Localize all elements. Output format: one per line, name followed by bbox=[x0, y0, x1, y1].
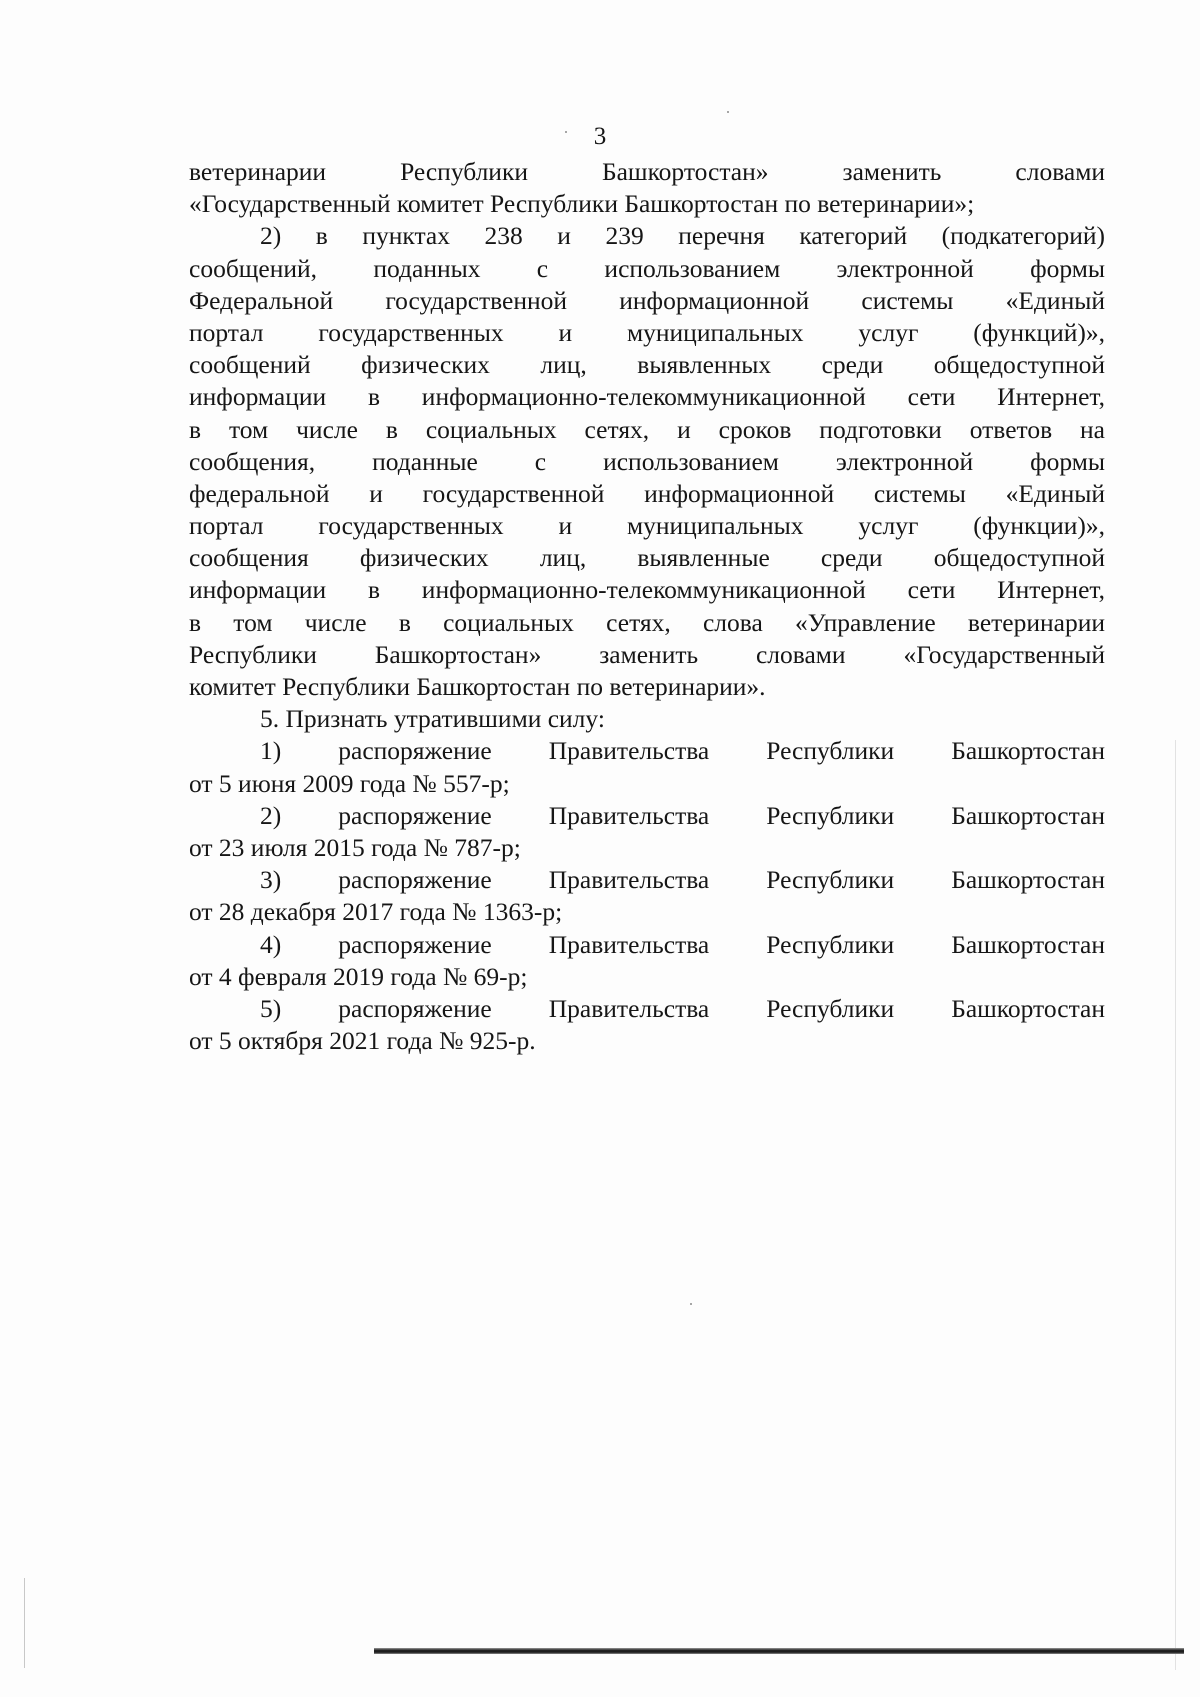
scan-edge-artifact bbox=[24, 1578, 25, 1668]
scan-edge-artifact bbox=[1175, 740, 1176, 1670]
text-line: от 5 июня 2009 года № 557-р; bbox=[189, 768, 510, 798]
text-line: ветеринарии Республики Башкортостан» заменить словами bbox=[189, 157, 1105, 186]
text-line: 2) распоряжение Правительства Республики Башкортостан bbox=[260, 800, 1105, 830]
text-line: Федеральной государственной информационной системы «Единый bbox=[189, 285, 1105, 315]
text-line: сообщений физических лиц, выявленных среди общедоступной bbox=[189, 350, 1105, 380]
text-line: сообщения, поданные с использованием электронной формы bbox=[189, 446, 1105, 476]
scan-bottom-bar bbox=[374, 1648, 1184, 1654]
text-line: портал государственных и муниципальных услуг (функций)», bbox=[189, 317, 1105, 347]
text-line: федеральной и государственной информационной системы «Единый bbox=[189, 478, 1105, 508]
text-line: от 28 декабря 2017 года № 1363-р; bbox=[189, 897, 563, 927]
document-body bbox=[189, 156, 1105, 1057]
text-line: 5) распоряжение Правительства Республики Башкортостан bbox=[260, 993, 1105, 1023]
text-line: Республики Башкортостан» заменить словами «Государственный bbox=[189, 639, 1105, 669]
scan-speck bbox=[690, 1303, 692, 1305]
text-line: в том числе в социальных сетях, слова «Управление ветеринарии bbox=[189, 607, 1105, 637]
text-line: от 4 февраля 2019 года № 69-р; bbox=[189, 961, 528, 991]
scan-speck bbox=[727, 111, 729, 113]
text-line: 3) распоряжение Правительства Республики Башкортостан bbox=[260, 865, 1105, 895]
page-number: 3 bbox=[593, 123, 607, 150]
text-line: «Государственный комитет Республики Башкортостан по ветеринарии»; bbox=[189, 189, 975, 219]
text-line: информации в информационно-телекоммуникационной сети Интернет, bbox=[189, 382, 1105, 412]
text-line: информации в информационно-телекоммуникационной сети Интернет, bbox=[189, 575, 1105, 605]
text-line: сообщений, поданных с использованием электронной формы bbox=[189, 253, 1105, 283]
text-line: от 5 октября 2021 года № 925-р. bbox=[189, 1026, 536, 1056]
scan-speck bbox=[565, 131, 567, 133]
text-line: в том числе в социальных сетях, и сроков подготовки ответов на bbox=[189, 414, 1105, 444]
text-line: 4) распоряжение Правительства Республики Башкортостан bbox=[260, 929, 1105, 959]
text-line: 5. Признать утратившими силу: bbox=[260, 704, 605, 734]
text-line: комитет Республики Башкортостан по ветеринарии». bbox=[189, 672, 766, 701]
text-line: сообщения физических лиц, выявленные среди общедоступной bbox=[189, 543, 1105, 573]
text-line: 2) в пунктах 238 и 239 перечня категорий (подкатегорий) bbox=[260, 221, 1105, 251]
text-line: портал государственных и муниципальных услуг (функции)», bbox=[189, 511, 1105, 541]
text-line: 1) распоряжение Правительства Республики Башкортостан bbox=[260, 736, 1105, 766]
text-line: от 23 июля 2015 года № 787-р; bbox=[189, 832, 521, 862]
